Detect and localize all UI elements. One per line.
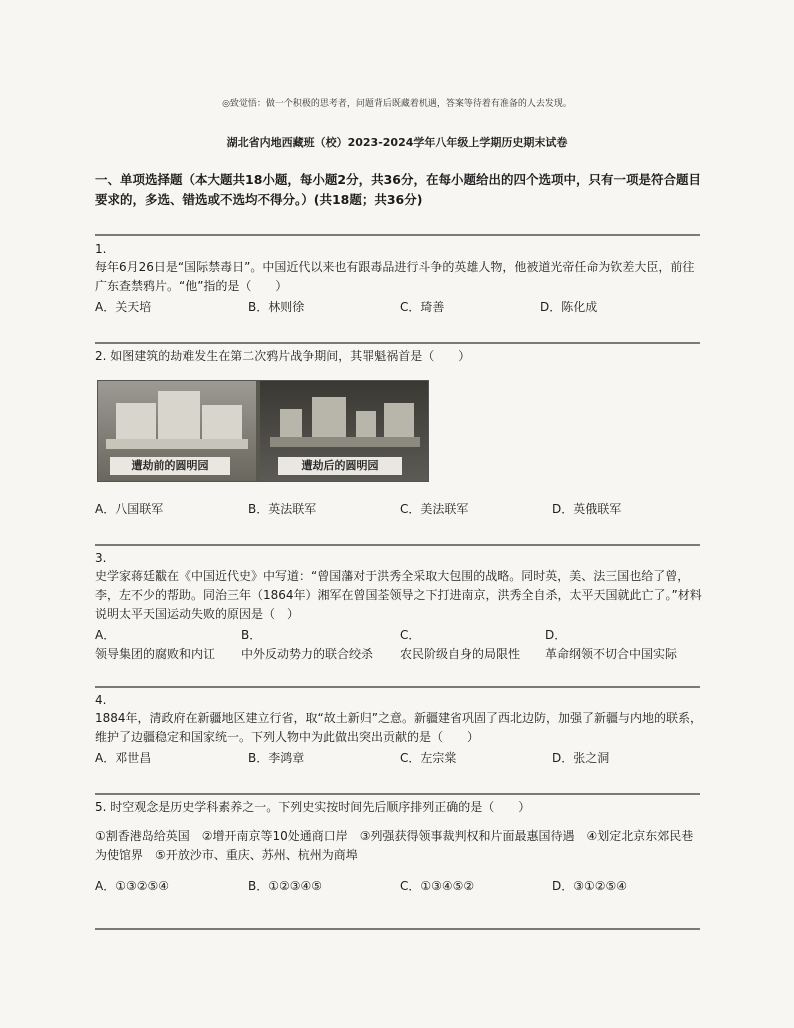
option-a[interactable]: A．关天培 (95, 300, 152, 314)
options-row (95, 500, 705, 520)
section-heading: 一、单项选择题（本大题共18小题，每小题2分，共36分，在每小题给出的四个选项中，只有一项是符合题目要求的，多选、错选或不选均不得分。）(共18题；共36分) (95, 172, 701, 207)
question-4 (95, 691, 705, 769)
option-a[interactable]: A． 领导集团的腐败和内讧 (95, 628, 216, 661)
option-c[interactable]: C．左宗棠 (400, 751, 457, 765)
divider (95, 234, 700, 236)
exam-title: 湖北省内地西藏班（校）2023-2024学年八年级上学期历史期末试卷 (226, 136, 568, 149)
option-a[interactable]: A．八国联军 (95, 502, 164, 516)
question-5 (95, 798, 705, 897)
question-text: 如图建筑的劫难发生在第二次鸦片战争期间，其罪魁祸首是（ ） (110, 349, 471, 363)
options-row (95, 749, 705, 769)
option-c[interactable]: C．美法联军 (400, 502, 469, 516)
option-c[interactable]: C．琦善 (400, 300, 445, 314)
photo-after (260, 381, 428, 481)
option-b[interactable]: B．英法联军 (248, 502, 317, 516)
divider (95, 686, 700, 688)
question-number: 3. (95, 551, 107, 565)
photo-before (98, 381, 256, 481)
question-2 (95, 347, 705, 366)
divider (95, 928, 700, 930)
options-row (95, 877, 705, 897)
question-number: 4. (95, 693, 107, 707)
yuanmingyuan-photo (97, 380, 429, 482)
options-row (95, 626, 705, 664)
question-1 (95, 240, 705, 318)
divider (95, 342, 700, 344)
option-b[interactable]: B．①②③④⑤ (248, 879, 323, 893)
option-b[interactable]: B．林则徐 (248, 300, 305, 314)
question-text: 时空观念是历史学科素养之一。下列史实按时间先后顺序排列正确的是（ ） (110, 800, 531, 814)
question-text: 每年6月26日是“国际禁毒日”。中国近代以来也有跟毒品进行斗争的英雄人物，他被道光帝任命为钦差大臣，前往广东查禁鸦片。“他”指的是（ ） (95, 260, 695, 293)
question-3 (95, 549, 705, 664)
option-b[interactable]: B． 中外反动势力的联合绞杀 (241, 628, 374, 661)
option-a[interactable]: A．邓世昌 (95, 751, 152, 765)
question-text: 1884年，清政府在新疆地区建立行省，取“故土新归”之意。新疆建省巩固了西北边防，加强了新疆与内地的联系，维护了边疆稳定和国家统一。下列人物中为此做出突出贡献的是（ ） (95, 711, 702, 744)
question-number: 2. (95, 349, 107, 363)
option-a[interactable]: A．①③②⑤④ (95, 879, 169, 893)
option-d[interactable]: D．张之洞 (552, 751, 610, 765)
motto-line: ◎致觉悟：做一个积极的思考者，问题背后既藏着机遇，答案等待着有准备的人去发现。 (222, 99, 572, 109)
option-d[interactable]: D．③①②⑤④ (552, 879, 628, 893)
divider (95, 793, 700, 795)
question-number: 1. (95, 242, 107, 256)
caption-before: 遭劫前的圆明园 (110, 457, 230, 475)
option-c[interactable]: C．①③④⑤② (400, 879, 475, 893)
options-row (95, 298, 705, 318)
question-items: ①割香港岛给英国 ②增开南京等10处通商口岸 ③列强获得领事裁判权和片面最惠国待遇 ④划定北京东郊民巷为使馆界 ⑤开放沙市、重庆、苏州、杭州为商埠 (95, 829, 694, 862)
question-2-options (95, 498, 705, 520)
caption-after: 遭劫后的圆明园 (278, 457, 402, 475)
question-number: 5. (95, 800, 107, 814)
option-b[interactable]: B．李鸿章 (248, 751, 305, 765)
option-d[interactable]: D．英俄联军 (552, 502, 622, 516)
option-c[interactable]: C． 农民阶级自身的局限性 (400, 628, 521, 661)
option-d[interactable]: D． 革命纲领不切合中国实际 (545, 628, 678, 661)
divider (95, 544, 700, 546)
question-text: 史学家蒋廷黻在《中国近代史》中写道：“曾国藩对于洪秀全采取大包围的战略。同时英，美、法三国也给了曾，李，左不少的帮助。同治三年（1864年）湘军在曾国荃领导之下打进南京，洪秀全自杀，太平天国就此亡了。”材料说明太平天国运动失败的原因是（ ） (95, 569, 702, 621)
option-d[interactable]: D．陈化成 (540, 300, 598, 314)
